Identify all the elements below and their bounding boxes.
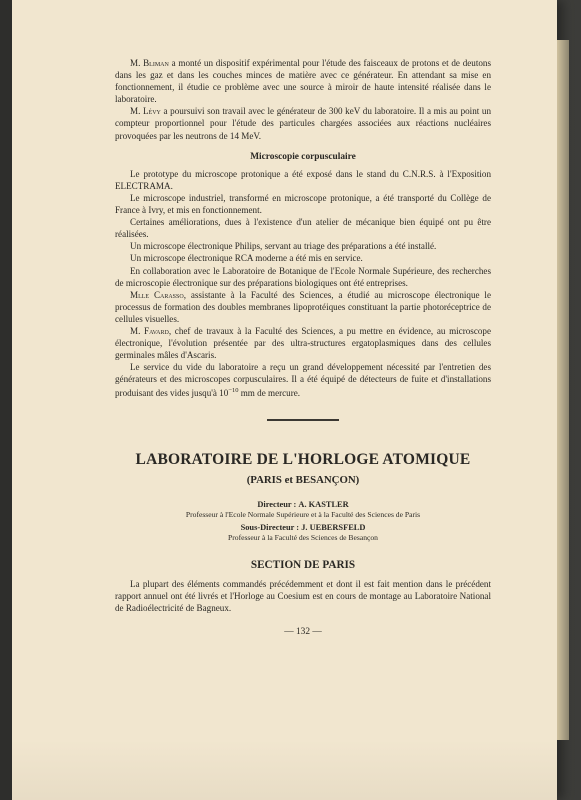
paragraph: Le prototype du microscope protonique a été exposé dans le stand du C.N.R.S. à l'Exposition ELECTRAMA. [115,168,491,191]
subdirector-description: Professeur à la Faculté des Sciences de Besançon [228,533,378,543]
person-name: M. Bliman [130,58,169,68]
paragraph-text: Le service du vide du laboratoire a reçu un grand développement nécessité par l'entretien des générateurs et des microscopes corpusculaires. Il a été équipé de détecteurs de fuite et d'installations produisant des vides jusqu'à 10 [115,362,491,399]
divider-rule [267,419,339,421]
director-line [115,500,491,511]
page-number: — 132 — [284,627,322,638]
paragraph-favard [115,325,491,361]
paragraph: En collaboration avec le Laboratoire de Botanique de l'Ecole Normale Supérieure, des recherches de microscopie électronique sur des préparations biologiques ont été entreprises. [115,265,491,288]
director-name: A. KASTLER [298,499,349,509]
person-name: M. Lévy [130,106,161,117]
paragraph-text: a poursuivi son travail avec le générateur de 300 keV du laboratoire. Il a mis au point un compteur proportionnel pour l'étude des particules chargées associées aux réactions nucléaires provoquées par les neutrons de 14 MeV. [115,106,491,141]
subdirector-name: J. UEBERSFELD [301,522,366,532]
paragraph: Un microscope électronique Philips, servant au triage des préparations a été installé. [130,241,437,252]
paragraph-text: mm de mercure. [238,388,301,399]
page-text [115,57,491,638]
exponent: −10 [228,387,239,395]
paper-shading [12,740,557,800]
paragraph: Un microscope électronique RCA moderne a été mis en service. [130,253,363,264]
director-description: Professeur à l'Ecole Normale Supérieure et à la Faculté des Sciences de Paris [185,510,421,520]
director-label: Directeur : [257,499,297,509]
paragraph-text: , assistante à la Faculté des Sciences, a étudié au microscope électronique le processus de formation des doubles membranes lipoprotéiques constituant la partie photoréceptrice de cellules visuelles. [115,289,491,324]
paragraph: La plupart des éléments commandés précédemment et dont il est fait mention dans le précédent rapport annuel ont été livrés et l'Horloge au Coesium est en cours de montage au Laboratoire National de Radioélectricité de Bagneux. [115,578,491,613]
paragraph-bliman [115,57,491,105]
lab-subtitle: (PARIS et BESANÇON) [246,473,360,486]
paragraph-vide [115,361,491,399]
person-name: M. Favard [130,325,169,336]
paragraph-text: , chef de travaux à la Faculté des Sciences, a pu mettre en évidence, au microscope électronique, l'évolution présentée par des ultra-structures ergatoplasmiques dans des cellules germinales mâles d'Ascaris. [115,325,491,361]
subdirector-label: Sous-Directeur : [240,522,300,532]
page-edge [557,40,569,740]
paragraph-levy [115,105,491,141]
paragraph-text: a monté un dispositif expérimental pour l'étude des faisceaux de protons et de deutons dans les gaz et dans les couches minces de matière avec ce générateur. En attendant sa mise en fonctionnement, il étudie ce problème avec une source à miroir de haute intensité réalisée dans le laboratoire. [115,58,491,105]
section-heading-microscopie: Microscopie corpusculaire [250,151,356,162]
subdirector-line [115,523,491,534]
paragraph: Certaines améliorations, dues à l'existence d'un atelier de mécanique bien équipé ont pu être réalisées. [115,217,491,240]
section-heading-paris: SECTION DE PARIS [250,558,356,571]
paragraph: Le microscope industriel, transformé en microscope protonique, a été transporté du Collège de France à Ivry, et mis en fonctionnement. [115,192,491,216]
paragraph-carasso [115,289,491,325]
lab-title: LABORATOIRE DE L'HORLOGE ATOMIQUE [135,450,471,468]
person-name: Mlle Carasso [130,289,184,300]
document-page [12,0,557,800]
